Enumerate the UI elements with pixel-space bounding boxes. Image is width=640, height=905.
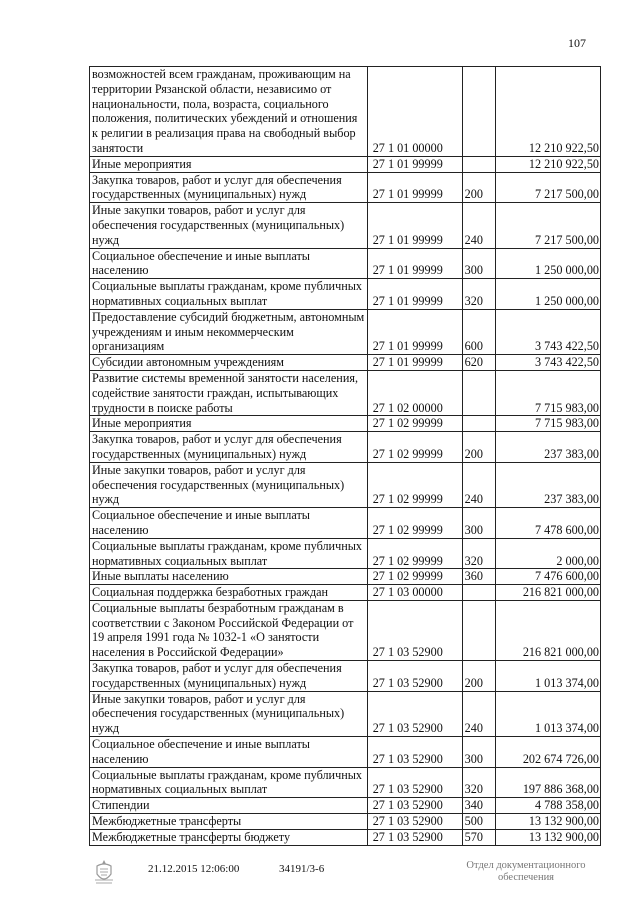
row-code-cell: 27 1 03 52900 — [367, 829, 462, 845]
row-amount-cell: 4 788 358,00 — [495, 798, 600, 814]
row-amount-cell: 202 674 726,00 — [495, 737, 600, 768]
row-code-cell: 27 1 01 99999 — [367, 248, 462, 279]
row-type-cell: 240 — [462, 691, 495, 736]
budget-table-body — [90, 67, 601, 846]
row-code-cell: 27 1 03 52900 — [367, 767, 462, 798]
row-type-cell: 200 — [462, 432, 495, 463]
row-code-cell: 27 1 01 99999 — [367, 203, 462, 248]
table-row — [90, 462, 601, 507]
row-name-cell: Социальные выплаты гражданам, кроме публичных нормативных социальных выплат — [90, 538, 368, 569]
table-row — [90, 172, 601, 203]
row-type-cell: 340 — [462, 798, 495, 814]
row-amount-cell: 237 383,00 — [495, 462, 600, 507]
row-name-cell: Социальные выплаты гражданам, кроме публичных нормативных социальных выплат — [90, 279, 368, 310]
row-name-cell: Межбюджетные трансферты — [90, 814, 368, 830]
table-row — [90, 309, 601, 354]
row-type-cell — [462, 67, 495, 157]
row-amount-cell: 13 132 900,00 — [495, 829, 600, 845]
table-row — [90, 248, 601, 279]
row-type-cell: 570 — [462, 829, 495, 845]
row-amount-cell: 7 715 983,00 — [495, 370, 600, 415]
table-row — [90, 767, 601, 798]
row-amount-cell: 3 743 422,50 — [495, 309, 600, 354]
row-amount-cell: 13 132 900,00 — [495, 814, 600, 830]
row-amount-cell: 12 210 922,50 — [495, 156, 600, 172]
table-row — [90, 432, 601, 463]
row-name-cell: Иные закупки товаров, работ и услуг для обеспечения государственных (муниципальных) нужд — [90, 691, 368, 736]
row-code-cell: 27 1 02 00000 — [367, 370, 462, 415]
row-type-cell: 320 — [462, 538, 495, 569]
row-amount-cell: 7 715 983,00 — [495, 416, 600, 432]
row-code-cell: 27 1 03 52900 — [367, 600, 462, 660]
row-amount-cell: 7 217 500,00 — [495, 203, 600, 248]
row-name-cell: Межбюджетные трансферты бюджету — [90, 829, 368, 845]
table-row — [90, 416, 601, 432]
row-code-cell: 27 1 01 99999 — [367, 172, 462, 203]
row-type-cell: 200 — [462, 661, 495, 692]
row-code-cell: 27 1 01 99999 — [367, 309, 462, 354]
table-row — [90, 370, 601, 415]
row-name-cell: Социальное обеспечение и иные выплаты населению — [90, 737, 368, 768]
row-type-cell — [462, 585, 495, 601]
row-amount-cell: 1 013 374,00 — [495, 661, 600, 692]
table-row — [90, 600, 601, 660]
row-name-cell: Иные закупки товаров, работ и услуг для обеспечения государственных (муниципальных) нужд — [90, 462, 368, 507]
row-type-cell: 240 — [462, 203, 495, 248]
stamp-line-1: Отдел документационного — [466, 860, 586, 871]
row-code-cell: 27 1 03 52900 — [367, 798, 462, 814]
table-row — [90, 508, 601, 539]
row-code-cell: 27 1 03 52900 — [367, 737, 462, 768]
table-row — [90, 585, 601, 601]
row-amount-cell: 2 000,00 — [495, 538, 600, 569]
table-row — [90, 829, 601, 845]
row-code-cell: 27 1 02 99999 — [367, 416, 462, 432]
row-name-cell: Закупка товаров, работ и услуг для обеспечения государственных (муниципальных) нужд — [90, 661, 368, 692]
document-footer — [86, 858, 606, 888]
row-type-cell: 360 — [462, 569, 495, 585]
row-code-cell: 27 1 01 99999 — [367, 156, 462, 172]
row-amount-cell: 7 478 600,00 — [495, 508, 600, 539]
row-type-cell — [462, 600, 495, 660]
row-amount-cell: 1 013 374,00 — [495, 691, 600, 736]
row-code-cell: 27 1 03 52900 — [367, 691, 462, 736]
row-amount-cell: 7 476 600,00 — [495, 569, 600, 585]
budget-table — [89, 66, 601, 846]
table-row — [90, 661, 601, 692]
row-amount-cell: 7 217 500,00 — [495, 172, 600, 203]
row-name-cell: возможностей всем гражданам, проживающим на территории Рязанской области, независимо от национальности, пола, возраста, социального положения, политических убеждений и отношения к религии в реализация права на свободный выбор занятости — [90, 67, 368, 157]
table-row — [90, 569, 601, 585]
table-row — [90, 203, 601, 248]
row-name-cell: Стипендии — [90, 798, 368, 814]
row-amount-cell: 12 210 922,50 — [495, 67, 600, 157]
table-row — [90, 355, 601, 371]
row-type-cell: 200 — [462, 172, 495, 203]
row-name-cell: Развитие системы временной занятости населения, содействие занятости граждан, испытывающих трудности в поиске работы — [90, 370, 368, 415]
row-type-cell — [462, 156, 495, 172]
row-code-cell: 27 1 02 99999 — [367, 462, 462, 507]
table-row — [90, 737, 601, 768]
row-code-cell: 27 1 02 99999 — [367, 508, 462, 539]
footer-doc-number: 34191/3-6 — [279, 863, 325, 875]
table-row — [90, 798, 601, 814]
row-name-cell: Предоставление субсидий бюджетным, автономным учреждениям и иным некоммерческим организациям — [90, 309, 368, 354]
row-name-cell: Социальные выплаты гражданам, кроме публичных нормативных социальных выплат — [90, 767, 368, 798]
row-code-cell: 27 1 01 99999 — [367, 279, 462, 310]
department-stamp — [446, 860, 606, 884]
stamp-line-2: обеспечения — [497, 872, 555, 883]
row-code-cell: 27 1 02 99999 — [367, 569, 462, 585]
row-name-cell: Социальное обеспечение и иные выплаты населению — [90, 508, 368, 539]
footer-date: 21.12.2015 12:06:00 — [148, 863, 240, 875]
row-name-cell: Социальные выплаты безработным гражданам в соответствии с Законом Российской Федерации от 19 апреля 1991 года № 1032-1 «О занятости населения в Российской Федерации» — [90, 600, 368, 660]
row-code-cell: 27 1 02 99999 — [367, 432, 462, 463]
row-amount-cell: 216 821 000,00 — [495, 585, 600, 601]
row-name-cell: Социальная поддержка безработных граждан — [90, 585, 368, 601]
row-type-cell: 320 — [462, 279, 495, 310]
row-amount-cell: 1 250 000,00 — [495, 248, 600, 279]
row-type-cell — [462, 370, 495, 415]
table-row — [90, 67, 601, 157]
row-code-cell: 27 1 03 52900 — [367, 661, 462, 692]
row-code-cell: 27 1 01 99999 — [367, 355, 462, 371]
row-name-cell: Закупка товаров, работ и услуг для обеспечения государственных (муниципальных) нужд — [90, 432, 368, 463]
row-amount-cell: 237 383,00 — [495, 432, 600, 463]
table-row — [90, 156, 601, 172]
row-type-cell: 320 — [462, 767, 495, 798]
row-name-cell: Иные выплаты населению — [90, 569, 368, 585]
coat-of-arms-icon — [90, 858, 118, 886]
row-name-cell: Иные мероприятия — [90, 156, 368, 172]
row-amount-cell: 197 886 368,00 — [495, 767, 600, 798]
row-name-cell: Иные закупки товаров, работ и услуг для обеспечения государственных (муниципальных) нужд — [90, 203, 368, 248]
row-code-cell: 27 1 03 52900 — [367, 814, 462, 830]
table-row — [90, 814, 601, 830]
row-code-cell: 27 1 03 00000 — [367, 585, 462, 601]
row-type-cell: 500 — [462, 814, 495, 830]
row-name-cell: Социальное обеспечение и иные выплаты населению — [90, 248, 368, 279]
table-row — [90, 691, 601, 736]
row-amount-cell: 1 250 000,00 — [495, 279, 600, 310]
table-row — [90, 279, 601, 310]
row-type-cell — [462, 416, 495, 432]
row-name-cell: Иные мероприятия — [90, 416, 368, 432]
row-type-cell: 600 — [462, 309, 495, 354]
row-type-cell: 620 — [462, 355, 495, 371]
row-amount-cell: 3 743 422,50 — [495, 355, 600, 371]
row-amount-cell: 216 821 000,00 — [495, 600, 600, 660]
row-type-cell: 300 — [462, 248, 495, 279]
row-type-cell: 300 — [462, 508, 495, 539]
page-number: 107 — [568, 36, 586, 50]
row-name-cell: Закупка товаров, работ и услуг для обеспечения государственных (муниципальных) нужд — [90, 172, 368, 203]
row-type-cell: 240 — [462, 462, 495, 507]
row-code-cell: 27 1 01 00000 — [367, 67, 462, 157]
row-name-cell: Субсидии автономным учреждениям — [90, 355, 368, 371]
row-code-cell: 27 1 02 99999 — [367, 538, 462, 569]
table-row — [90, 538, 601, 569]
row-type-cell: 300 — [462, 737, 495, 768]
